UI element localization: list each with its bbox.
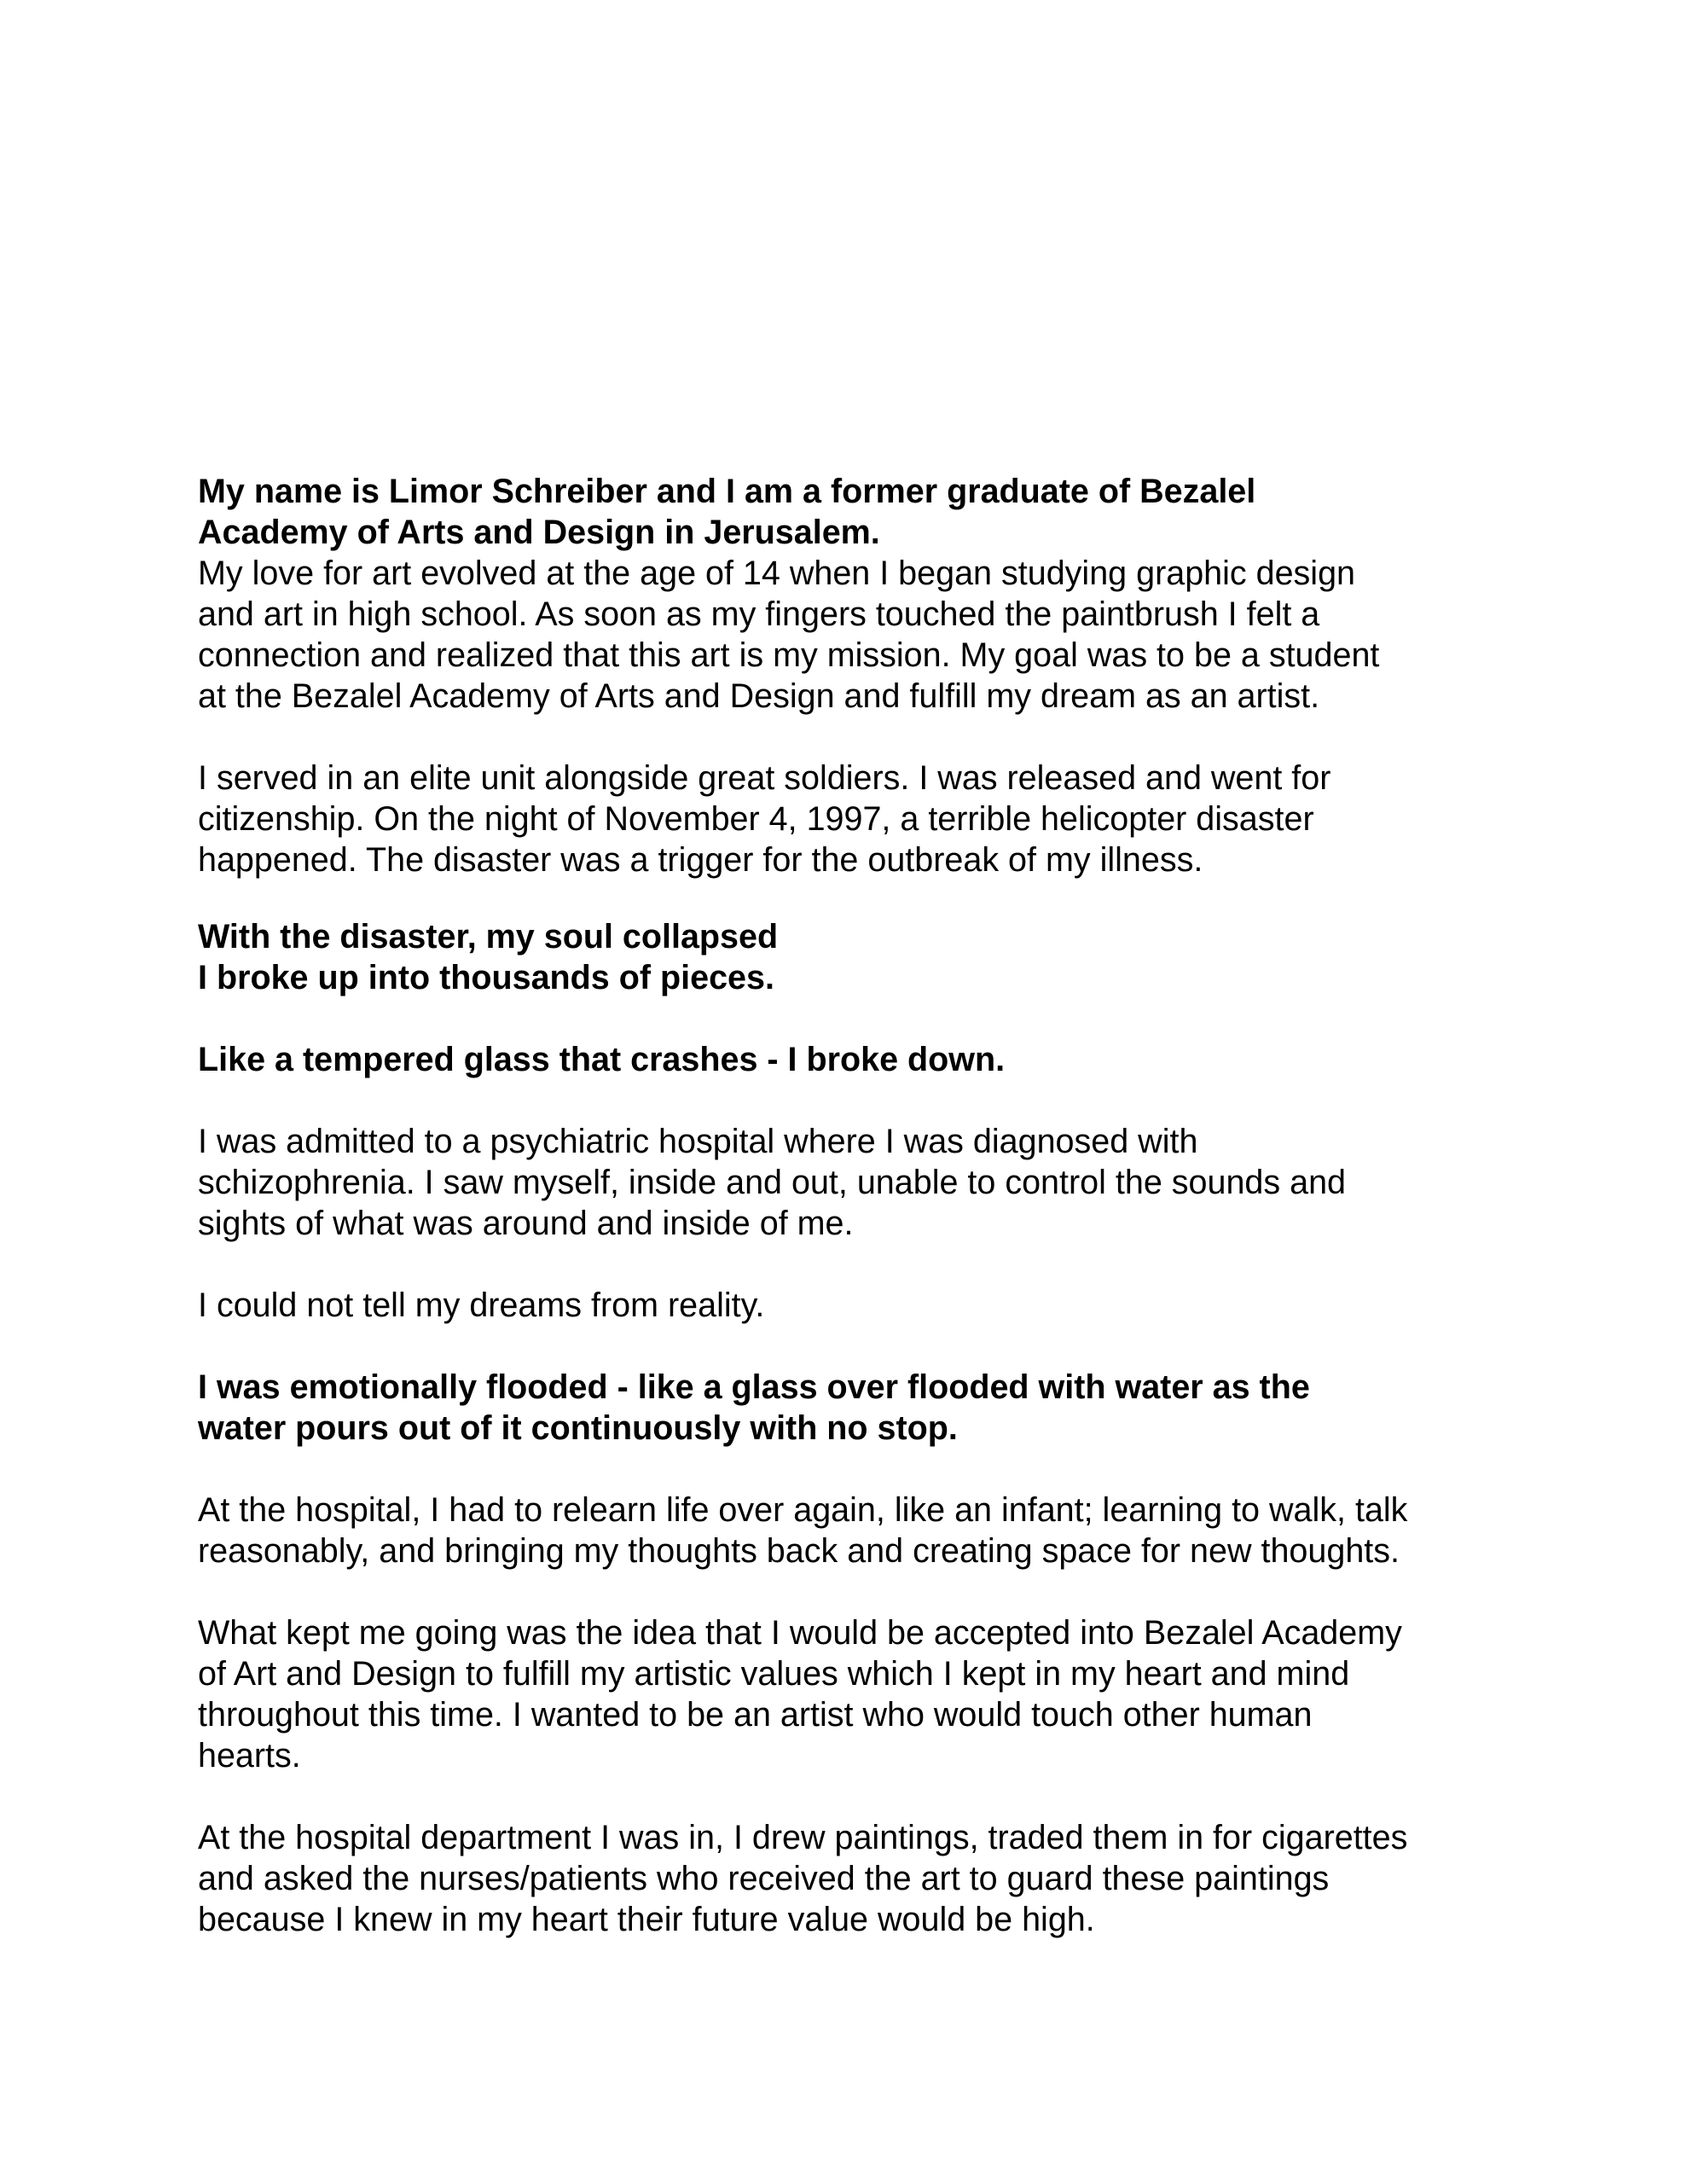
bold-tempered-glass: Like a tempered glass that crashes - I broke down.	[198, 1041, 1006, 1078]
paragraph-love-for-art: My love for art evolved at the age of 14 when I began studying graphic design and art in high school. As soon as my fingers touched the paintbrush I felt a connection and realized that this art is my mission. My goal was to be a student at the Bezalel Academy of Arts and Design and fulfill my dream as an artist.	[198, 555, 1380, 715]
paragraph-relearn-life: At the hospital, I had to relearn life over again, like an infant; learning to walk, talk reasonably, and bringing my thoughts back and creating space for new thoughts.	[198, 1491, 1408, 1570]
paragraph-drew-paintings: At the hospital department I was in, I drew paintings, traded them in for cigarettes and asked the nurses/patients who received the art to guard these paintings because I knew in my heart their future value would be high.	[198, 1819, 1408, 1938]
bold-emotionally-flooded: I was emotionally flooded - like a glass over flooded with water as the water pours out of it continuously with no stop.	[198, 1368, 1310, 1447]
paragraph-hospital-diagnosis: I was admitted to a psychiatric hospital where I was diagnosed with schizophrenia. I saw myself, inside and out, unable to control the sounds and sights of what was around and inside of me.	[198, 1123, 1347, 1242]
bold-soul-collapsed: With the disaster, my soul collapsed I broke up into thousands of pieces.	[198, 918, 779, 996]
paragraph-military-service: I served in an elite unit alongside great soldiers. I was released and went for citizenship. On the night of November 4, 1997, a terrible helicopter disaster happened. The disaster was a trigger for the outbreak of my illness.	[198, 759, 1331, 879]
paragraph-kept-going: What kept me going was the idea that I would be accepted into Bezalel Academy of Art and Design to fulfill my artistic values which I kept in my heart and mind throughout this time. I wanted to be an artist who would touch other human hearts.	[198, 1614, 1402, 1774]
paragraph-dreams-reality: I could not tell my dreams from reality.	[198, 1287, 765, 1324]
intro-heading: My name is Limor Schreiber and I am a former graduate of Bezalel Academy of Arts and Design in Jerusalem.	[198, 473, 1256, 551]
